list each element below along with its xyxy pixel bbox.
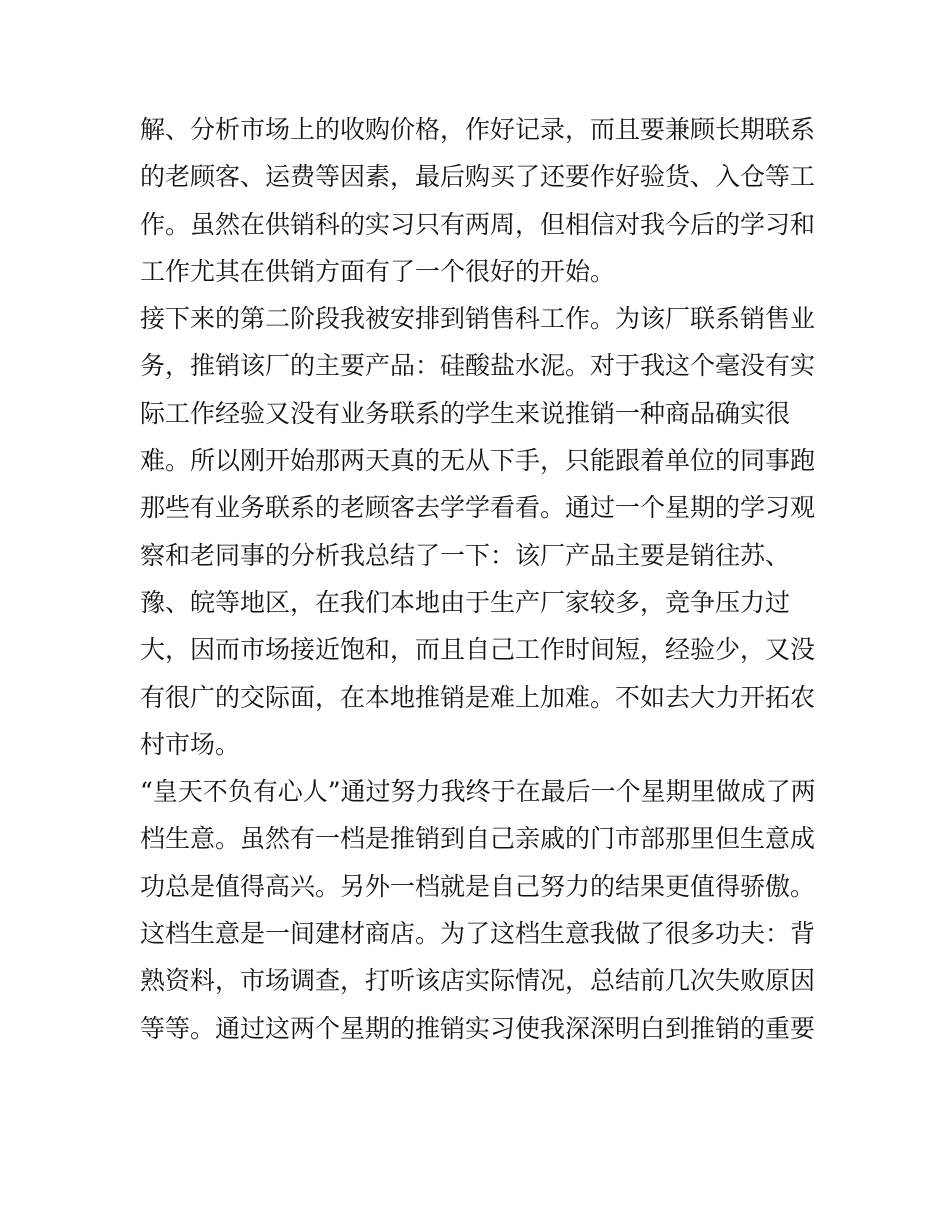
text-line: 察和老同事的分析我总结了一下：该厂产品主要是销往苏、 — [140, 540, 791, 570]
text-line: 这档生意是一间建材商店。为了这档生意我做了很多功夫：背 — [140, 919, 816, 949]
text-line: 务，推销该厂的主要产品：硅酸盐水泥。对于我这个毫没有实 — [140, 351, 816, 381]
text-line: 豫、皖等地区，在我们本地由于生产厂家较多，竞争压力过 — [140, 587, 791, 617]
text-line: 等等。通过这两个星期的推销实习使我深深明白到推销的重要 — [140, 1013, 816, 1043]
text-line: 那些有业务联系的老顾客去学学看看。通过一个星期的学习观 — [140, 493, 816, 523]
text-line: 际工作经验又没有业务联系的学生来说推销一种商品确实很 — [140, 398, 791, 428]
text-line: 作。虽然在供销科的实习只有两周，但相信对我今后的学习和 — [140, 209, 816, 239]
text-line: 熟资料，市场调查，打听该店实际情况，总结前几次失败原因 — [140, 966, 816, 996]
text-line: 难。所以刚开始那两天真的无从下手，只能跟着单位的同事跑 — [140, 446, 816, 476]
text-line: “皇天不负有心人”通过努力我终于在最后一个星期里做成了两 — [140, 777, 816, 807]
text-line: 大，因而市场接近饱和，而且自己工作时间短，经验少，又没 — [140, 635, 816, 665]
text-line: 解、分析市场上的收购价格，作好记录，而且要兼顾长期联系 — [140, 115, 816, 144]
text-line: 的老顾客、运费等因素，最后购买了还要作好验货、入仓等工 — [140, 162, 816, 192]
text-line: 档生意。虽然有一档是推销到自己亲戚的门市部那里但生意成 — [140, 824, 816, 854]
text-line: 村市场。 — [140, 729, 241, 759]
text-line: 功总是值得高兴。另外一档就是自己努力的结果更值得骄傲。 — [140, 871, 816, 901]
body-text — [140, 106, 830, 1052]
text-line: 有很广的交际面，在本地推销是难上加难。不如去大力开拓农 — [140, 682, 816, 712]
text-line: 工作尤其在供销方面有了一个很好的开始。 — [140, 256, 616, 286]
text-line: 接下来的第二阶段我被安排到销售科工作。为该厂联系销售业 — [140, 304, 816, 334]
